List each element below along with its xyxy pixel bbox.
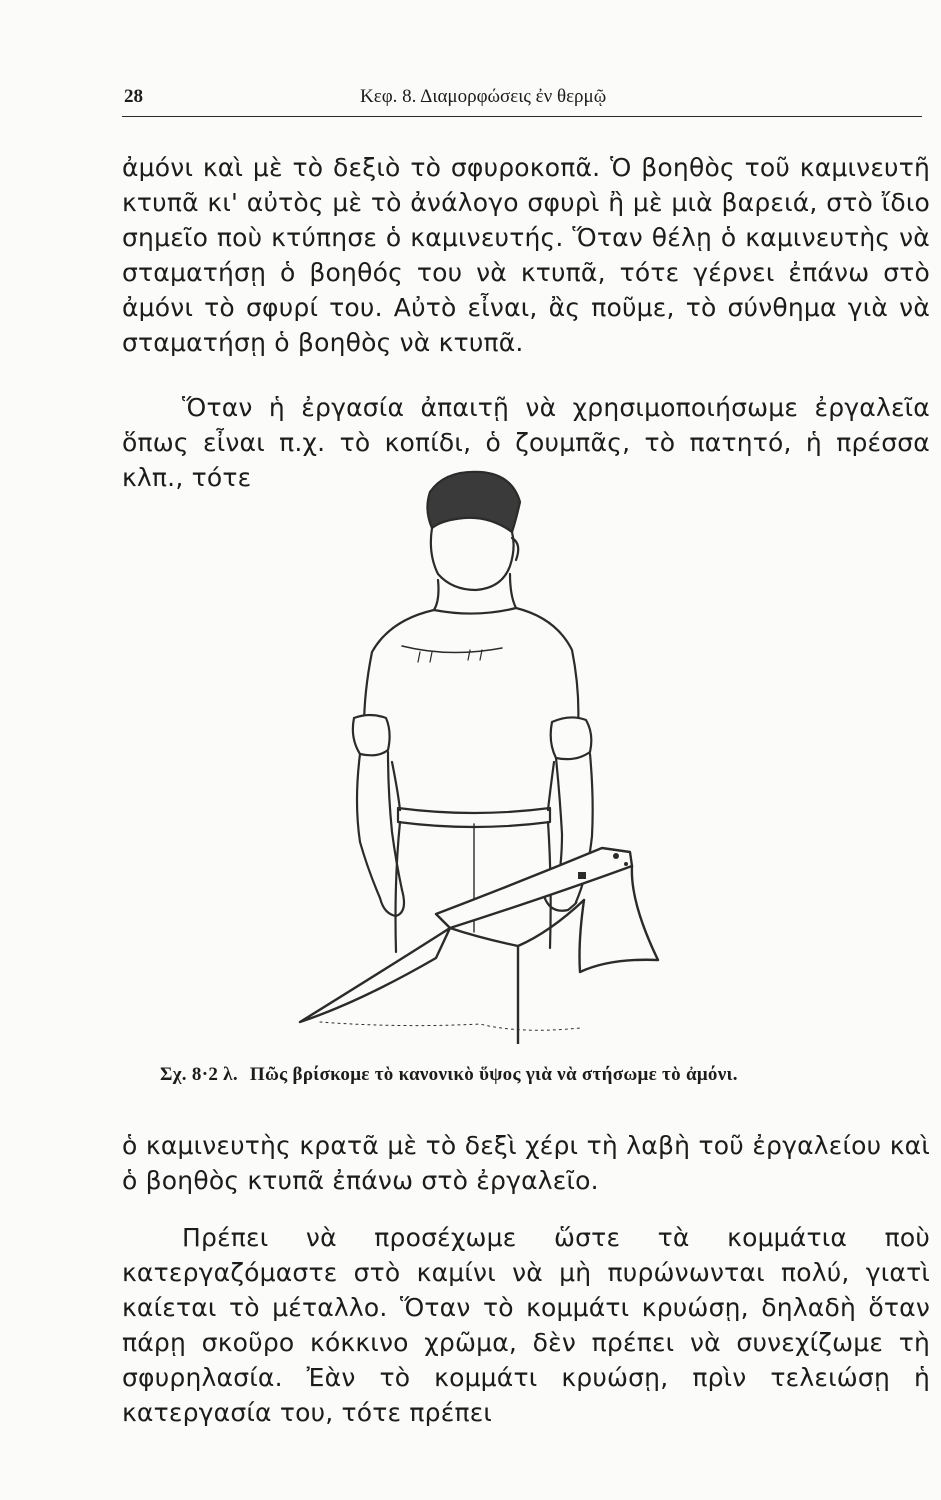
head — [431, 528, 514, 590]
figure-caption — [160, 1062, 920, 1088]
running-head: Κεφ. 8. Διαμορφώσεις ἐν θερμῷ — [360, 86, 607, 107]
left-sleeve — [353, 715, 390, 755]
head-hair — [427, 472, 520, 532]
anvil — [300, 848, 658, 1044]
paragraph-4: Πρέπει νὰ προσέχωμε ὥστε τὰ κομμάτια ποὺ κατεργαζόμαστε στὸ καμίνι νὰ μὴ πυρώνωνται πολύ, γιατὶ καίεται τὸ μέταλλο. Ὅταν τὸ κομμάτι κρυώσῃ, δηλαδὴ ὅταν πάρῃ σκοῦρο κόκκινο χρῶμα, δὲν πρέπει νὰ συνεχίζωμε τὴ σφυρηλασία. Ἐὰν τὸ κομμάτι κρυώσῃ, πρὶν τελειώσῃ ἡ κατεργασία του, τότε πρέπει — [122, 1223, 930, 1427]
right-sleeve — [551, 717, 592, 759]
paragraph-3: ὁ καμινευτὴς κρατᾶ μὲ τὸ δεξὶ χέρι τὴ λαβὴ τοῦ ἐργαλείου καὶ ὁ βοηθὸς κτυπᾶ ἐπάνω στὸ ἐργαλεῖο. — [122, 1131, 930, 1195]
figure-caption-number: Σχ. 8·2 λ. — [160, 1064, 238, 1085]
paragraph-2: Ὅταν ἡ ἐργασία ἀπαιτῇ νὰ χρησιμοποιήσωμε ἐργαλεῖα ὅπως εἶναι π.χ. τὸ κοπίδι, ὁ ζουμπᾶς, τὸ πατητό, ἡ πρέσσα κλπ., τότε — [122, 393, 930, 492]
anvil-pritchel-hole-2 — [624, 862, 628, 866]
anvil-horn — [300, 928, 450, 1022]
left-hand — [380, 890, 404, 916]
page-header — [122, 86, 922, 117]
floor-shadow — [320, 1022, 580, 1030]
figure-caption-text: Πῶς βρίσκομε τὸ κανονικὸ ὕψος γιὰ νὰ στήσωμε τὸ ἀμόνι. — [249, 1064, 738, 1085]
page-number: 28 — [124, 86, 143, 107]
figure-blacksmith-anvil — [280, 462, 760, 1044]
paragraph-1: ἀμόνι καὶ μὲ τὸ δεξιὸ τὸ σφυροκοπᾶ. Ὁ βοηθὸς τοῦ καμινευτῆ κτυπᾶ κι' αὐτὸς μὲ τὸ ἀνάλογο σφυρὶ ἢ μὲ μιὰ βαρειά, στὸ ἴδιο σημεῖο ποὺ κτύπησε ὁ καμινευτής. Ὅταν θέλῃ ὁ καμινευτὴς νὰ σταματήσῃ ὁ βοηθός του νὰ κτυπᾶ, τότε γέρνει ἐπάνω στὸ ἀμόνι τὸ σφυρί του. Αὐτὸ εἶναι, ἂς ποῦμε, τὸ σύνθημα γιὰ νὰ σταματήσῃ ὁ βοηθὸς νὰ κτυπᾶ. — [122, 153, 930, 357]
anvil-hardy-hole — [578, 872, 586, 879]
torso-back — [364, 608, 578, 728]
waist — [392, 762, 554, 810]
anvil-top-face — [436, 848, 632, 928]
collar — [434, 574, 516, 614]
shirt-seam — [402, 646, 502, 653]
right-hand — [544, 896, 576, 911]
anvil-pritchel-hole — [613, 853, 619, 859]
